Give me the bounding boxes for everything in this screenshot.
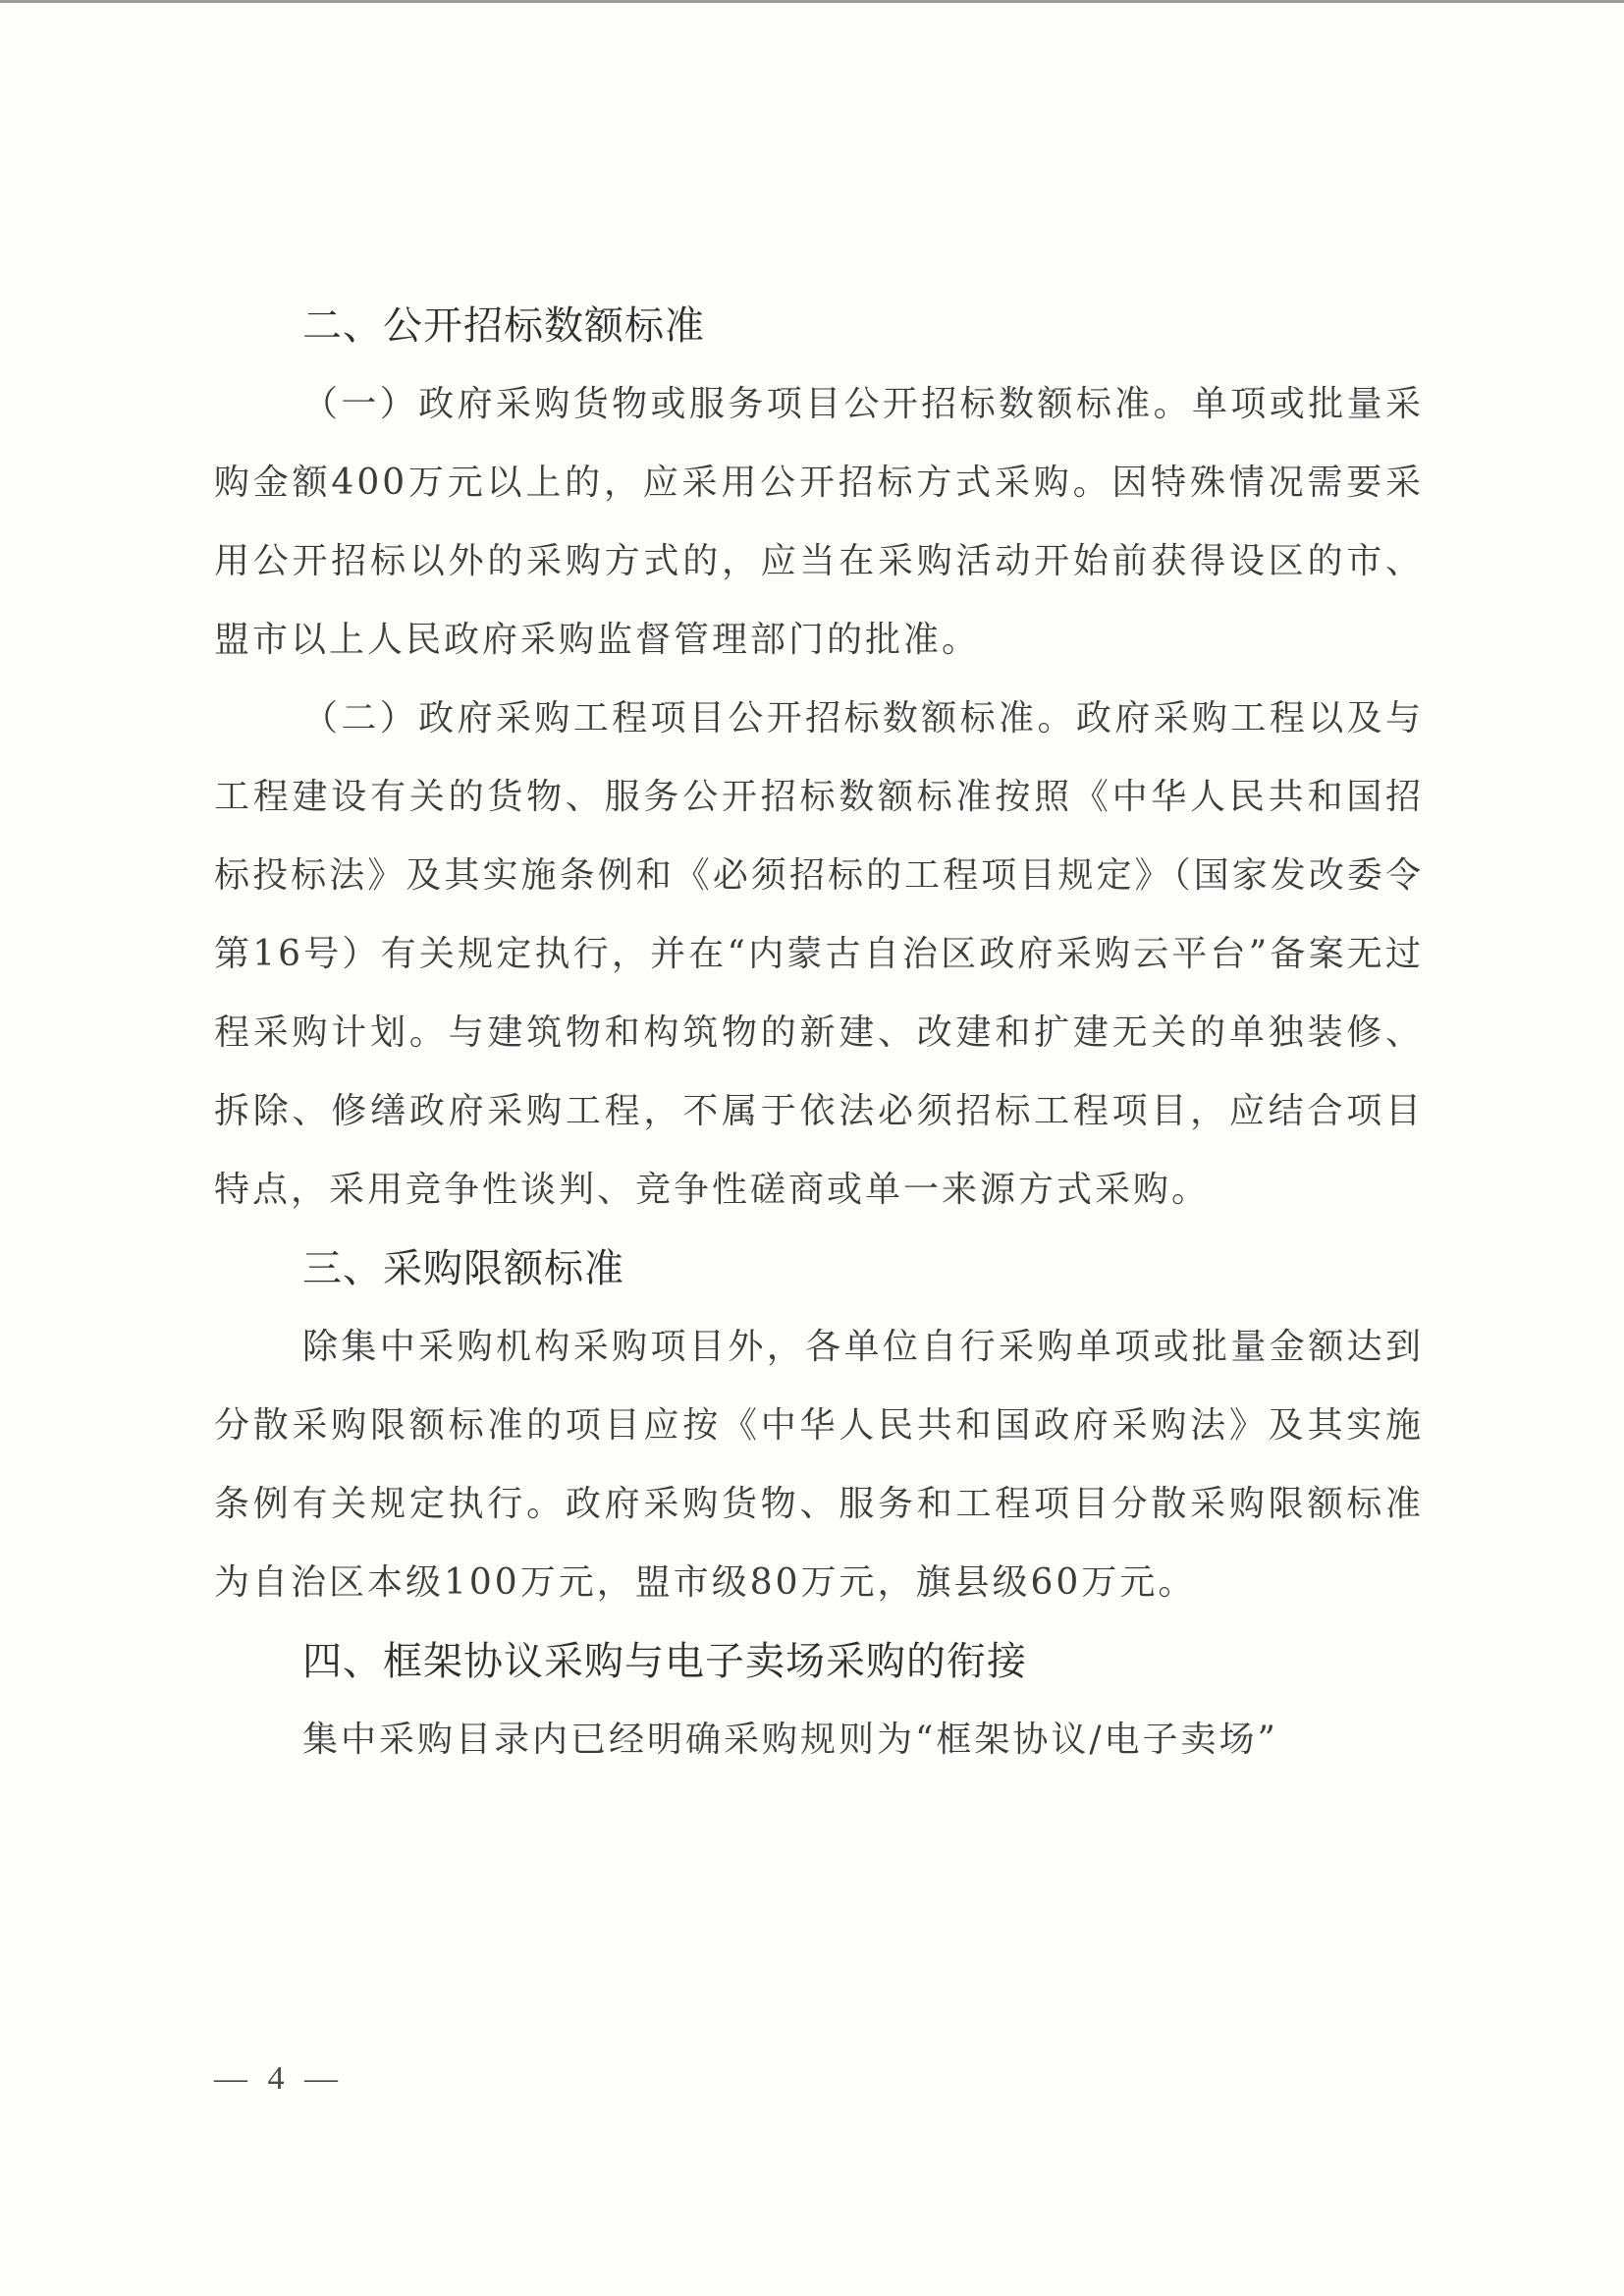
section-4-paragraph-1: 集中采购目录内已经明确采购规则为“框架协议/电子卖场” <box>302 1720 1278 1760</box>
section-2-paragraph-2: （二）政府采购工程项目公开招标数额标准。政府采购工程以及与工程建设有关的货物、服务公开招标数额标准按照《中华人民共和国招标投标法》及其实施条例和《必须招标的工程项目规定》（国家发改委令第16号）有关规定执行，并在“内蒙古自治区政府采购云平台”备案无过程采购计划。与建筑物和构筑物的新建、改建和扩建无关的单独装修、拆除、修缮政府采购工程，不属于依法必须招标工程项目，应结合项目特点，采用竞争性谈判、竞争性磋商或单一来源方式采购。 <box>214 698 1424 1210</box>
page-number: — 4 — <box>214 2060 344 2097</box>
section-3-heading: 三、采购限额标准 <box>302 1246 624 1291</box>
section-2-paragraph-1: （一）政府采购货物或服务项目公开招标数额标准。单项或批量采购金额400万元以上的，应采用公开招标方式采购。因特殊情况需要采用公开招标以外的采购方式的，应当在采购活动开始前获得设区的市、盟市以上人民政府采购监督管理部门的批准。 <box>214 384 1424 660</box>
section-4-heading: 四、框架协议采购与电子卖场采购的衔接 <box>302 1639 1027 1684</box>
document-body <box>214 287 1424 1779</box>
section-3-paragraph-1: 除集中采购机构采购项目外，各单位自行采购单项或批量金额达到分散采购限额标准的项目应按《中华人民共和国政府采购法》及其实施条例有关规定执行。政府采购货物、服务和工程项目分散采购限额标准为自治区本级100万元，盟市级80万元，旗县级60万元。 <box>214 1327 1424 1603</box>
scan-top-edge <box>0 0 1624 3</box>
section-2-heading: 二、公开招标数额标准 <box>302 303 705 349</box>
